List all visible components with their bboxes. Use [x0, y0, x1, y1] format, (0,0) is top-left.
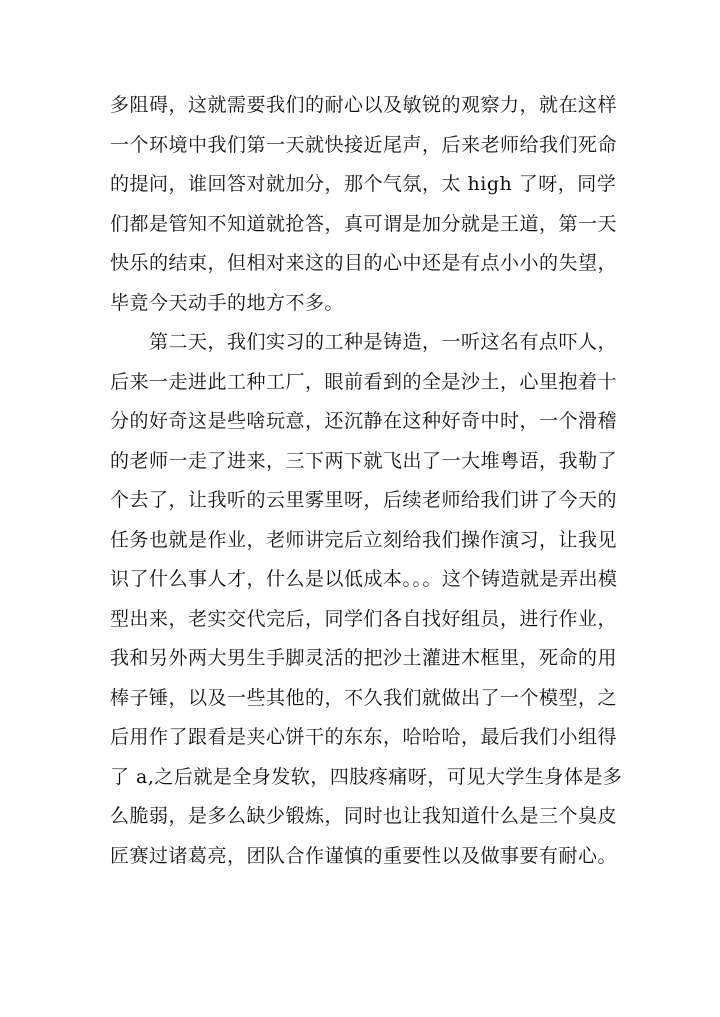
text-line: 我和另外两大男生手脚灵活的把沙土灌进木框里，死命的用 [110, 647, 618, 669]
text-line: 一个环境中我们第一天就快接近尾声，后来老师给我们死命 [110, 133, 618, 156]
text-line: 后来一走进此工种工厂，眼前看到的全是沙土，心里抱着十 [110, 370, 618, 393]
text-line: 个去了，让我听的云里雾里呀，后续老师给我们讲了今天的 [110, 489, 618, 511]
paragraph-1 [110, 86, 620, 323]
paragraph-2 [110, 323, 623, 876]
text-line: 型出来，老实交代完后，同学们各自找好组员，进行作业， [110, 607, 618, 630]
text-line: 识了什么事人才，什么是以低成本。。。这个铸造就是弄出模 [110, 568, 618, 590]
text-line: 毕竟今天动手的地方不多。 [110, 291, 345, 314]
text-line: 任务也就是作业，老师讲完后立刻给我们操作演习，让我见 [110, 528, 618, 551]
text-line: 了 a,之后就是全身发软，四肢疼痛呀，可见大学生身体是多 [110, 765, 623, 788]
text-line: 多阻碍，这就需要我们的耐心以及敏锐的观察力，就在这样 [110, 94, 618, 116]
text-line: 的提问，谁回答对就加分，那个气氛，太 high 了呀，同学 [110, 173, 617, 195]
text-line: 么脆弱，是多么缺少锻炼，同时也让我知道什么是三个臭皮 [110, 805, 618, 827]
text-line: 们都是管知不知道就抢答，真可谓是加分就是王道，第一天 [110, 212, 618, 235]
text-line: 匠赛过诸葛亮，团队合作谨慎的重要性以及做事要有耐心。 [110, 844, 618, 867]
text-line: 分的好奇这是些啥玩意，还沉静在这种好奇中时，一个滑稽 [110, 410, 618, 432]
body-text [110, 86, 623, 876]
text-line: 第二天，我们实习的工种是铸造，一听这名有点吓人， [110, 331, 618, 353]
text-line: 的老师一走了进来，三下两下就飞出了一大堆粤语，我勒了 [110, 449, 618, 472]
text-line: 快乐的结束，但相对来这的目的心中还是有点小小的失望， [110, 252, 618, 274]
text-line: 后用作了跟看是夹心饼干的东东，哈哈哈，最后我们小组得 [110, 726, 618, 748]
text-line: 棒子锤，以及一些其他的，不久我们就做出了一个模型，之 [110, 686, 618, 709]
